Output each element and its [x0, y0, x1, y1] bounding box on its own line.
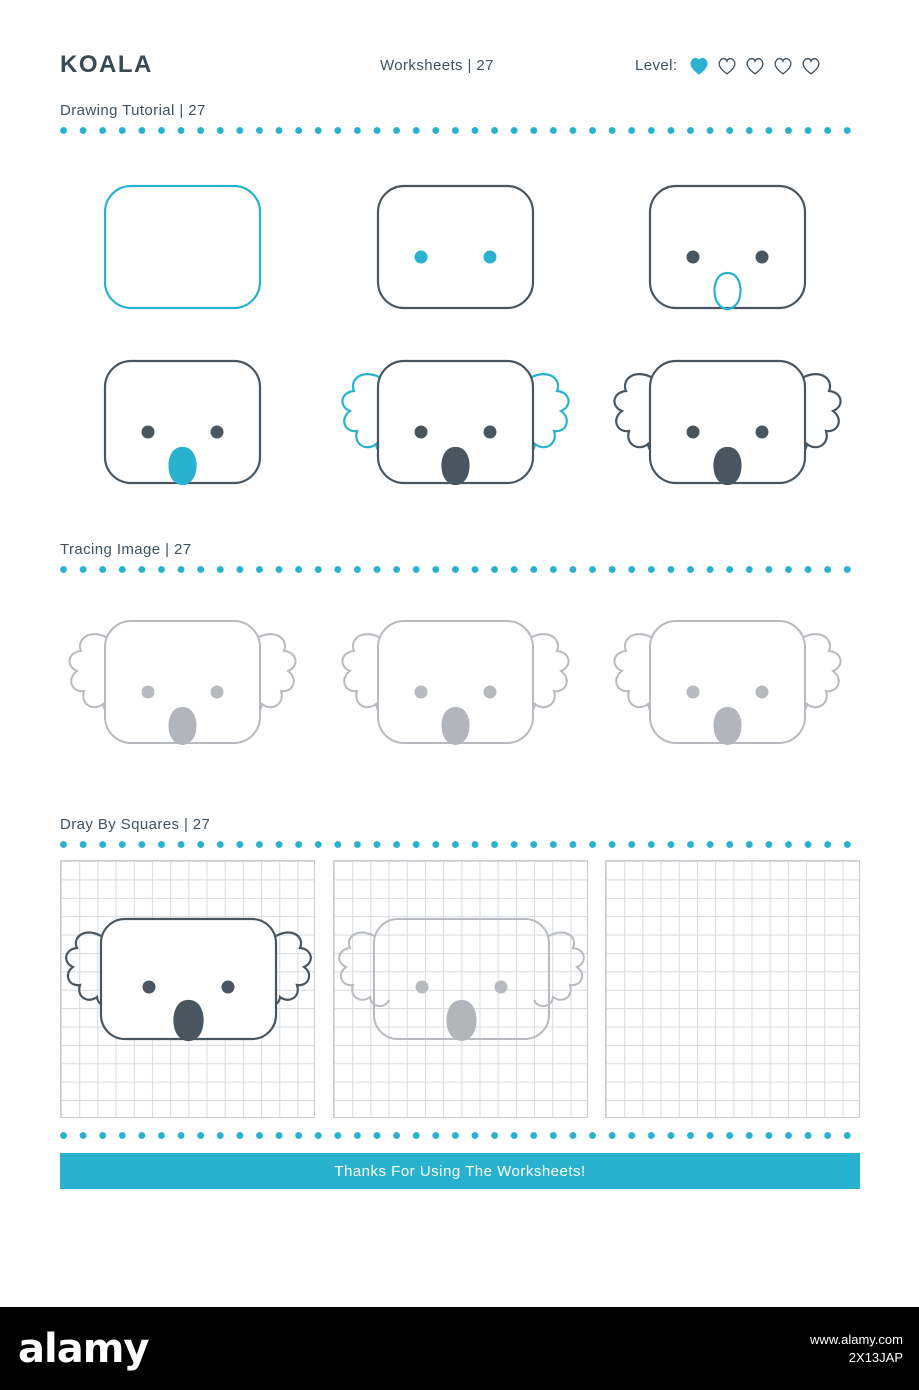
tutorial-row-2 — [60, 343, 860, 523]
tutorial-step-4 — [60, 343, 315, 523]
heart-icon-filled — [689, 56, 709, 75]
section-title-squares: Dray By Squares | 27 — [60, 816, 211, 833]
thanks-banner — [60, 1153, 860, 1189]
squares-panel-example — [60, 860, 315, 1118]
level-label: Level: — [635, 56, 678, 74]
thanks-banner-text: Thanks For Using The Worksheets! — [334, 1162, 586, 1180]
tutorial-step-5 — [333, 343, 588, 523]
tracing-row — [60, 593, 860, 798]
tutorial-row-1 — [60, 168, 860, 333]
worksheet-header — [60, 40, 860, 90]
dotted-divider — [60, 841, 860, 848]
squares-row — [60, 860, 860, 1118]
worksheets-count: Worksheets | 27 — [380, 56, 494, 74]
section-title-drawing: Drawing Tutorial | 27 — [60, 102, 206, 119]
section-drawing-tutorial — [60, 102, 860, 523]
tracing-item-3 — [605, 593, 860, 798]
tutorial-step-1 — [60, 168, 315, 333]
dotted-divider — [60, 566, 860, 573]
level-indicator — [635, 56, 821, 75]
squares-panel-trace — [333, 860, 588, 1118]
tracing-item-1 — [60, 593, 315, 798]
tutorial-step-3 — [605, 168, 860, 333]
alamy-image-id: 2X13JAP — [848, 1349, 903, 1365]
section-title-tracing: Tracing Image | 27 — [60, 541, 192, 558]
dotted-divider — [60, 127, 860, 134]
worksheet-content — [60, 40, 860, 1189]
tutorial-step-6 — [605, 343, 860, 523]
squares-panel-blank — [605, 860, 860, 1118]
alamy-logo: alamy — [18, 1325, 149, 1372]
page-title: KOALA — [60, 51, 153, 78]
alamy-url: www.alamy.com — [810, 1331, 903, 1347]
alamy-meta — [810, 1331, 903, 1366]
tutorial-step-2 — [333, 168, 588, 333]
heart-icon-empty — [717, 56, 737, 75]
section-tracing-image — [60, 541, 860, 798]
heart-icon-empty — [801, 56, 821, 75]
heart-icon-empty — [773, 56, 793, 75]
heart-icon-empty — [745, 56, 765, 75]
tracing-item-2 — [333, 593, 588, 798]
alamy-watermark-bar — [0, 1307, 919, 1390]
section-draw-by-squares — [60, 816, 860, 1189]
dotted-divider — [60, 1132, 860, 1139]
